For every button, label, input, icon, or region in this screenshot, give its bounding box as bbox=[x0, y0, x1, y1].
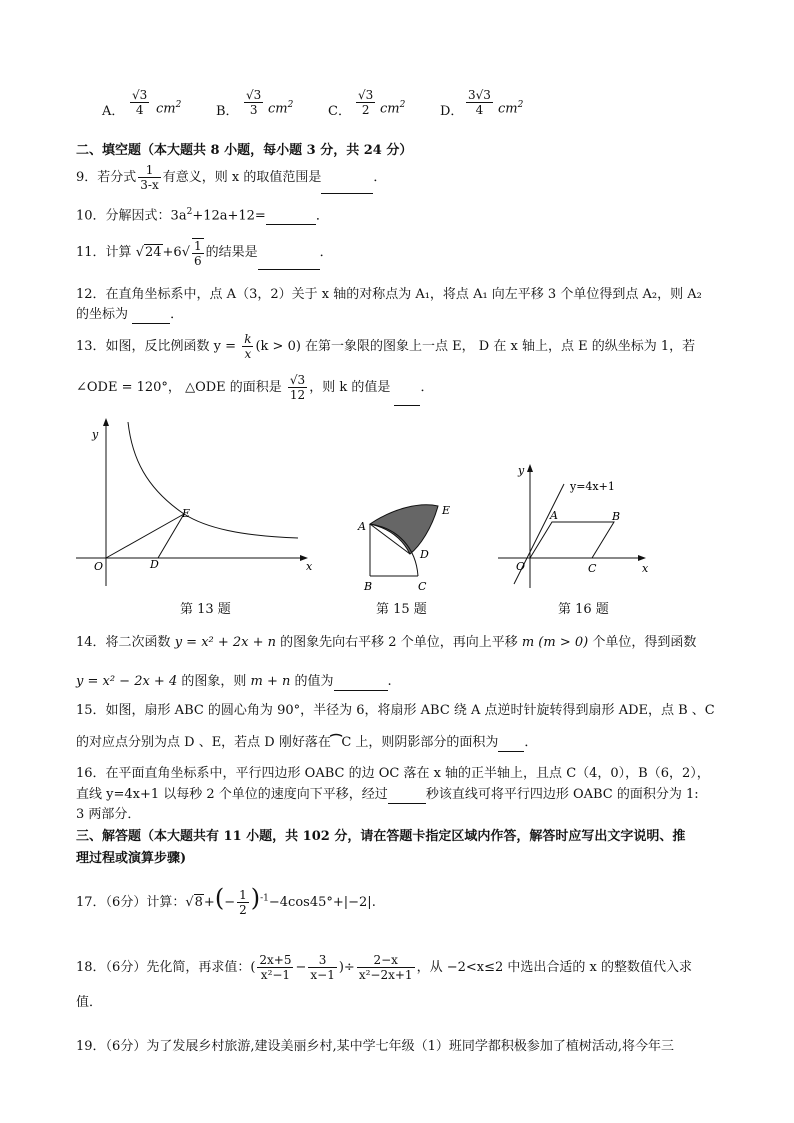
section-3-title-line-1: 三、解答题（本大题共有 11 小题，共 102 分，请在答题卡指定区域内作答，解答时应写出文字说明、推 bbox=[76, 829, 686, 844]
q11-suffix: 的结果是 bbox=[205, 245, 258, 260]
question-11: 11．计算 √24+6√ $\frac{1}{6}$ 的结果是 ． bbox=[76, 236, 333, 270]
q18-fraction-c: $\frac{2-x}{\text{x²−2x+1}}$ bbox=[358, 953, 413, 982]
q16-prefix: 直线 y=4x+1 以每秒 2 个单位的速度向下平移，经过 bbox=[76, 787, 388, 802]
q13-answer-blank[interactable] bbox=[394, 391, 420, 406]
q15-answer-blank[interactable] bbox=[498, 737, 524, 752]
question-12-line-2 bbox=[76, 306, 183, 324]
q15-prefix: 的对应点分别为点 D 、E，若点 D 刚好落在 bbox=[76, 735, 331, 750]
q8-option-a-label: A． bbox=[102, 104, 125, 119]
q14-function-2: y = x² − 2x + 4 bbox=[76, 674, 178, 689]
q8-option-b-unit: $cm^2$ bbox=[268, 100, 294, 117]
q11-answer-blank[interactable] bbox=[258, 255, 320, 270]
q13-prefix: 13．如图，反比例函数 y = bbox=[76, 339, 241, 354]
q11-fraction: $\frac{1}{6}$ bbox=[194, 238, 202, 268]
q14-text-3: 的图象，则 bbox=[177, 674, 251, 689]
question-12-line-1: 12．在直角坐标系中，点 A（3，2）关于 x 轴的对称点为 A₁，将点 A₁ 向左平移 3 个单位得到点 A₂，则 A₂ bbox=[76, 287, 702, 302]
q14-m: m (m > 0) bbox=[521, 635, 589, 650]
question-15-line-1: 15．如图，扇形 ABC 的圆心角为 90°，半径为 6，将扇形 ABC 绕 A 点逆时针旋转得到扇形 ADE，点 B 、C bbox=[76, 703, 715, 718]
question-18-line-2: 值． bbox=[76, 995, 103, 1010]
q16-answer-blank[interactable] bbox=[388, 789, 426, 804]
q13-area-fraction: $\frac{√3}{12}$ bbox=[289, 373, 306, 402]
q17-exponent: -1 bbox=[260, 893, 269, 904]
fig13-label-y: y bbox=[92, 428, 99, 441]
q8-option-a-unit: $cm^2$ bbox=[156, 100, 182, 117]
q17-open-paren: ( bbox=[214, 884, 225, 912]
q14-m-plus-n: m + n bbox=[250, 674, 291, 689]
q8-option-a-fraction: $\frac{√3}{4}$ bbox=[132, 88, 148, 117]
fig13-label-x: x bbox=[306, 560, 313, 573]
fig15-label-a: A bbox=[358, 520, 366, 533]
q8-option-c-label: C． bbox=[328, 104, 351, 119]
q9-suffix: 有意义，则 x 的取值范围是 bbox=[162, 170, 322, 185]
fig16-label-b: B bbox=[612, 510, 621, 523]
q15-end: ． bbox=[524, 735, 538, 750]
q11-prefix: 11．计算 bbox=[76, 245, 136, 260]
q18-fraction-a: $\frac{2x+5}{\text{x²−1}}$ bbox=[259, 953, 292, 982]
q14-text-4: 的值为 bbox=[290, 674, 334, 689]
q10-answer-blank[interactable] bbox=[266, 210, 316, 225]
q14-text-1: 的图象先向右平移 2 个单位，再向上平移 bbox=[276, 635, 522, 650]
q18-suffix: ，从 −2<x≤2 中选出合适的 x 的整数值代入求 bbox=[416, 960, 692, 975]
q10-end: ． bbox=[315, 208, 329, 224]
q18-minus: − bbox=[295, 960, 307, 975]
fig16-label-line: y=4x+1 bbox=[570, 480, 615, 493]
q18-fraction-b: $\frac{3}{x-1}$ bbox=[310, 953, 335, 982]
fig15-caption: 第 15 题 bbox=[376, 602, 427, 617]
q8-option-c-unit: $cm^2$ bbox=[380, 100, 406, 117]
q12-prefix: 的坐标为 bbox=[76, 307, 133, 322]
q18-divide: )÷ bbox=[338, 960, 355, 975]
q9-fraction: $\frac{1}{3-x}$ bbox=[140, 163, 159, 192]
fig16-label-a: A bbox=[550, 509, 558, 522]
fig13-y-arrow bbox=[103, 418, 109, 426]
question-18-line-1 bbox=[76, 950, 692, 986]
q17-close-paren: ) bbox=[250, 884, 261, 912]
q8-option-c-fraction: $\frac{√3}{2}$ bbox=[358, 88, 374, 117]
fig16-label-y: y bbox=[518, 464, 525, 477]
fig13-segment-de bbox=[158, 514, 184, 558]
question-19-line-1: 19．（6分）为了发展乡村旅游,建设美丽乡村,某中学七年级（1）班同学都积极参加了植树活动,将今年三 bbox=[76, 1039, 674, 1054]
q16-text: 秒该直线可将平行四边形 OABC 的面积分为 1: bbox=[425, 787, 699, 802]
q8-options bbox=[102, 88, 562, 128]
q10-prefix: 10．分解因式：3a bbox=[76, 208, 187, 224]
q13-function-fraction: $\frac{k}{x}$ bbox=[244, 332, 252, 361]
q17-fraction: $\frac{1}{2}$ bbox=[239, 888, 247, 917]
question-14-line-2 bbox=[76, 673, 392, 691]
q13-end: ． bbox=[420, 380, 434, 395]
fig15-shaded-region bbox=[370, 505, 438, 554]
q14-answer-blank[interactable] bbox=[334, 676, 388, 691]
fig15-label-e: E bbox=[442, 504, 451, 517]
q17-rest: −4cos45°+|−2| bbox=[268, 895, 372, 910]
q10-exponent: 2 bbox=[186, 207, 193, 217]
fig16-y-arrow bbox=[527, 464, 533, 472]
section-3-title-line-2: 理过程或演算步骤) bbox=[76, 851, 187, 866]
q18-prefix: 18．（6分）先化简，再求值：( bbox=[76, 960, 256, 975]
q15-arc-symbol: ⁀ bbox=[330, 735, 342, 750]
q13-line2-prefix: ∠ODE = 120°， △ODE 的面积是 bbox=[76, 380, 286, 395]
question-16-line-1: 16．在平面直角坐标系中，平行四边形 OABC 的边 OC 落在 x 轴的正半轴上，且点 C（4，0），B（6，2）， bbox=[76, 766, 710, 781]
q10-suffix: +12a+12= bbox=[192, 208, 266, 224]
q13-line2-text: ，则 k 的值是 bbox=[309, 380, 395, 395]
q17-prefix: 17．（6分）计算： bbox=[76, 895, 186, 910]
q11-end: ． bbox=[319, 245, 333, 260]
q12-answer-blank[interactable] bbox=[132, 309, 170, 324]
fig15-label-d: D bbox=[420, 548, 429, 561]
figure-16 bbox=[494, 462, 654, 594]
q14-text-2: 个单位，得到函数 bbox=[588, 635, 697, 650]
q9-answer-blank[interactable] bbox=[321, 179, 373, 194]
fig13-segment-oe bbox=[106, 514, 184, 558]
q13-text: (k > 0) 在第一象限的图象上一点 E， D 在 x 轴上，点 E 的纵坐标为 1，若 bbox=[255, 339, 696, 354]
fig15-label-b: B bbox=[364, 580, 373, 593]
figure-13 bbox=[76, 418, 316, 596]
q11-radicand: 24 bbox=[144, 245, 162, 260]
fig13-caption: 第 13 题 bbox=[180, 602, 231, 617]
figure-15 bbox=[350, 498, 460, 594]
question-9 bbox=[76, 162, 386, 194]
q17-radicand: 8 bbox=[194, 895, 203, 910]
q12-end: ． bbox=[170, 307, 184, 322]
question-16-line-3: 3 两部分． bbox=[76, 807, 141, 822]
fig16-label-c: C bbox=[588, 562, 597, 575]
q8-option-d-unit: $cm^2$ bbox=[498, 100, 524, 117]
q14-prefix: 14．将二次函数 bbox=[76, 635, 175, 650]
question-10 bbox=[76, 203, 329, 225]
q8-option-d-label: D． bbox=[440, 104, 464, 119]
q14-function-1: y = x² + 2x + n bbox=[174, 635, 277, 650]
q8-option-d-fraction: $\frac{3√3}{4}$ bbox=[468, 88, 491, 117]
q17-plus: + bbox=[203, 895, 215, 910]
q8-option-b-fraction: $\frac{√3}{3}$ bbox=[246, 88, 262, 117]
fig16-x-arrow bbox=[638, 555, 646, 561]
question-13-line-1 bbox=[76, 330, 695, 364]
question-13-line-2 bbox=[76, 370, 433, 406]
q9-end: ． bbox=[373, 170, 387, 185]
fig16-label-o: O bbox=[516, 560, 526, 573]
q14-end: . bbox=[387, 674, 392, 689]
q11-middle: +6 bbox=[162, 245, 182, 260]
q15-text: C 上，则阴影部分的面积为 bbox=[341, 735, 499, 750]
fig13-label-o: O bbox=[94, 560, 104, 573]
fig13-label-d: D bbox=[150, 558, 159, 571]
question-14-line-1 bbox=[76, 634, 696, 652]
q9-prefix: 9．若分式 bbox=[76, 170, 137, 185]
q8-option-b-label: B． bbox=[216, 104, 239, 119]
fig13-hyperbola bbox=[128, 422, 298, 538]
question-17: 17．（6分）计算：√8+(− $\frac{1}{2}$ )$^{-1}$−4cos45°+|−2|. bbox=[76, 884, 376, 917]
fig16-caption: 第 16 题 bbox=[558, 602, 609, 617]
question-15-line-2 bbox=[76, 734, 537, 752]
fig15-label-c: C bbox=[418, 580, 427, 593]
q17-end: . bbox=[371, 895, 376, 910]
question-16-line-2 bbox=[76, 786, 699, 804]
fig13-label-e: E bbox=[182, 507, 191, 520]
section-2-title: 二、填空题（本大题共 8 小题，每小题 3 分，共 24 分） bbox=[76, 143, 413, 158]
fig16-label-x: x bbox=[642, 562, 649, 575]
